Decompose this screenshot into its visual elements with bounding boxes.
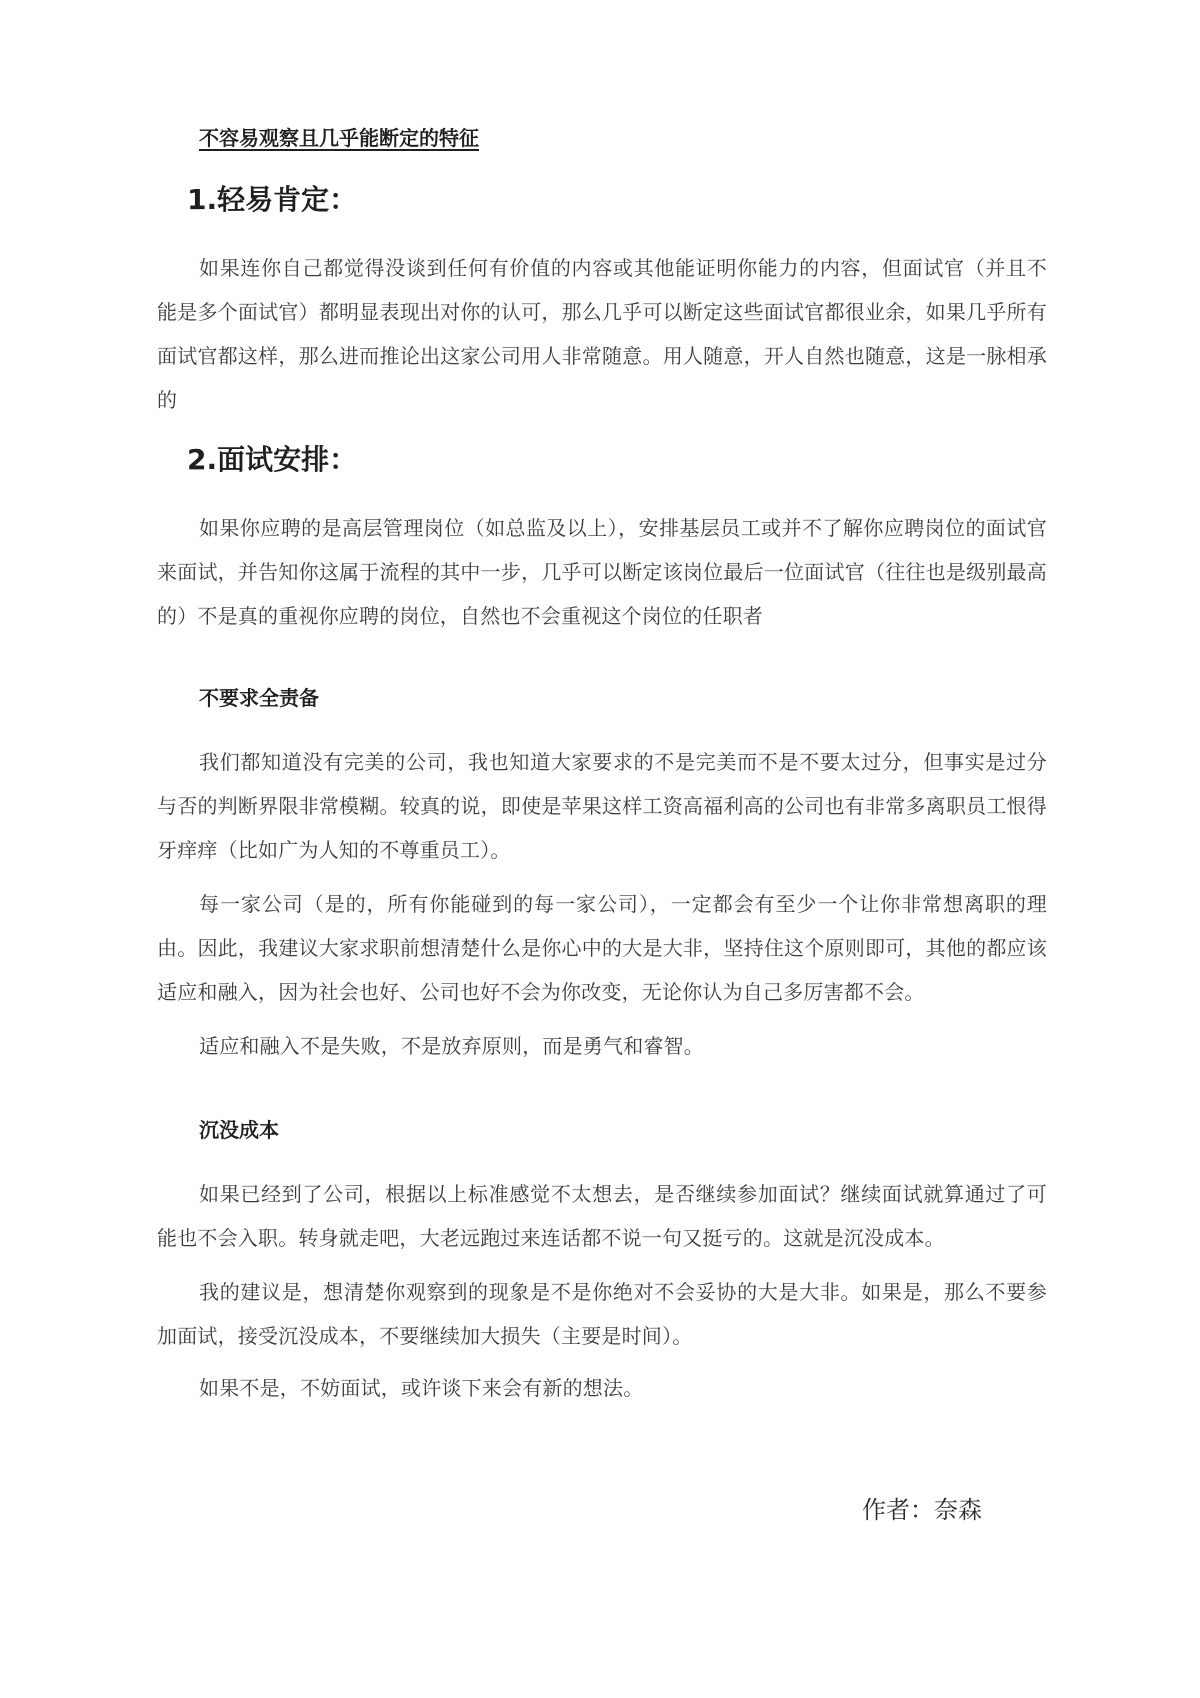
paragraph-text: 如果已经到了公司，根据以上标准感觉不太想去，是否继续参加面试？继续面试就算通过了可能也不会入职。转身就走吧，大老远跑过来连话都不说一句又挺亏的。这就是沉没成本。	[157, 1182, 1047, 1250]
section-title-observation	[157, 124, 1047, 152]
paragraph-sunk-cost-scenario	[157, 1172, 1047, 1260]
paragraph-text: 如果你应聘的是高层管理岗位（如总监及以上），安排基层员工或并不了解你应聘岗位的面试官来面试，并告知你这属于流程的其中一步，几乎可以断定该岗位最后一位面试官（往往也是级别最高的）不是真的重视你应聘的岗位，自然也不会重视这个岗位的任职者	[157, 516, 1047, 628]
author-signature: 作者：奈森	[862, 1496, 982, 1524]
section-title-text: 不要求全责备	[199, 686, 319, 710]
heading-easy-approval	[157, 182, 1047, 218]
paragraph-if-not	[157, 1366, 1047, 1410]
heading-text: 2.面试安排：	[187, 443, 358, 476]
heading-interview-arrangement	[157, 442, 1047, 478]
paragraph-easy-approval	[157, 246, 1047, 422]
section-title-sunk-cost	[157, 1116, 1047, 1144]
paragraph-suggestion	[157, 1270, 1047, 1358]
paragraph-adapt	[157, 1024, 1047, 1068]
section-title-no-perfection	[157, 684, 1047, 712]
paragraph-text: 适应和融入不是失败，不是放弃原则，而是勇气和睿智。	[199, 1034, 704, 1058]
paragraph-no-perfect-company	[157, 740, 1047, 872]
paragraph-text: 我们都知道没有完美的公司，我也知道大家要求的不是完美而不是不要太过分，但事实是过分与否的判断界限非常模糊。较真的说，即使是苹果这样工资高福利高的公司也有非常多离职员工恨得牙痒痒（比如广为人知的不尊重员工）。	[157, 750, 1047, 862]
paragraph-text: 我的建议是，想清楚你观察到的现象是不是你绝对不会妥协的大是大非。如果是，那么不要参加面试，接受沉没成本，不要继续加大损失（主要是时间）。	[157, 1280, 1047, 1348]
paragraph-text: 如果连你自己都觉得没谈到任何有价值的内容或其他能证明你能力的内容，但面试官（并且不能是多个面试官）都明显表现出对你的认可，那么几乎可以断定这些面试官都很业余，如果几乎所有面试官都这样，那么进而推论出这家公司用人非常随意。用人随意，开人自然也随意，这是一脉相承的	[157, 256, 1047, 412]
paragraph-every-company	[157, 882, 1047, 1014]
section-title-text: 沉没成本	[199, 1118, 279, 1142]
paragraph-text: 每一家公司（是的，所有你能碰到的每一家公司），一定都会有至少一个让你非常想离职的理由。因此，我建议大家求职前想清楚什么是你心中的大是大非，坚持住这个原则即可，其他的都应该适应和融入，因为社会也好、公司也好不会为你改变，无论你认为自己多厉害都不会。	[157, 892, 1047, 1004]
paragraph-interview-arrangement	[157, 506, 1047, 638]
section-title-text: 不容易观察且几乎能断定的特征	[199, 126, 479, 150]
paragraph-text: 如果不是，不妨面试，或许谈下来会有新的想法。	[199, 1376, 644, 1400]
heading-text: 1.轻易肯定：	[187, 183, 358, 216]
